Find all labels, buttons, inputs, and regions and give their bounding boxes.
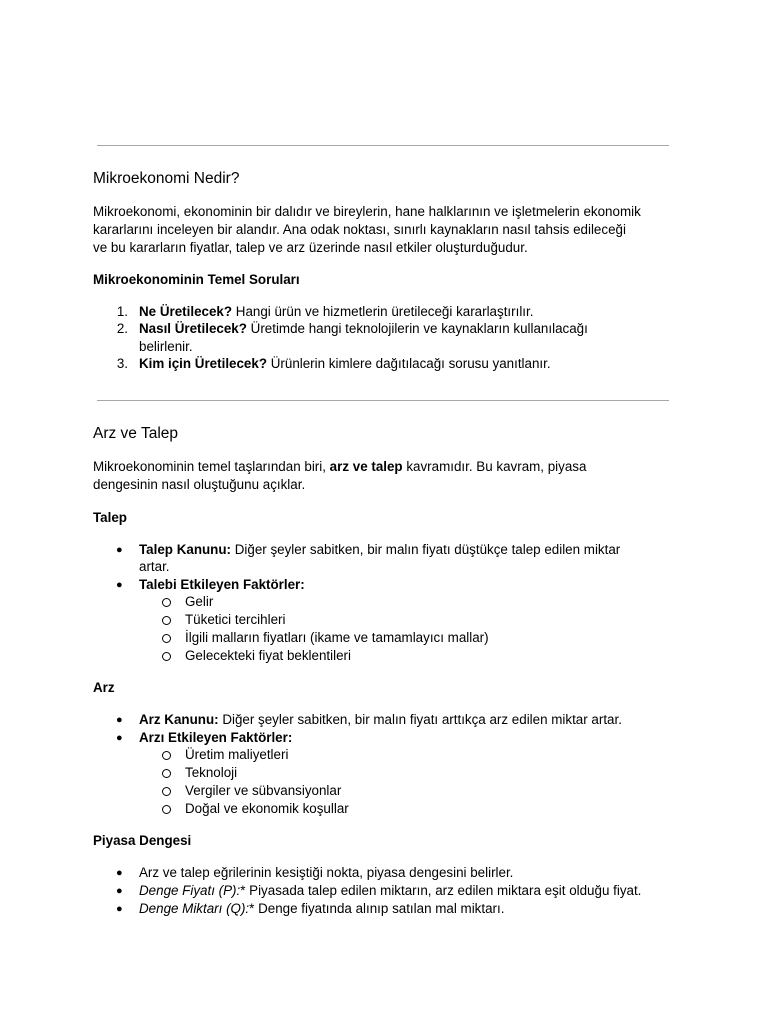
horizontal-rule [97,145,669,146]
question-text: Ürünlerin kimlere dağıtılacağı sorusu yanıtlanır. [267,356,551,371]
talep-factor-item: Gelir [185,594,214,609]
talep-kanunu-item [139,542,620,558]
denge-term: Denge Miktarı (Q): [139,901,250,916]
list-item-continuation: belirlenir. [139,339,193,354]
arz-factor-item: Üretim maliyetleri [185,747,289,762]
list-item [139,356,551,372]
hollow-bullet-icon [162,616,171,625]
bullet-icon: ● [116,732,123,744]
list-number: 1. [116,304,128,319]
bullet-icon: ● [116,714,123,726]
law-term: Arz Kanunu: [139,712,219,727]
denge-term: Denge Fiyatı (P): [139,883,241,898]
talep-factors-heading [139,577,305,593]
denge-fiyati-item [139,883,641,899]
heading-talep: Talep [93,510,127,525]
arz-factor-item: Vergiler ve sübvansiyonlar [185,783,342,798]
intro-bold: arz ve talep [329,459,403,474]
hollow-bullet-icon [162,634,171,643]
arz-talep-intro-line-2: dengesinin nasıl oluştuğunu açıklar. [93,477,306,492]
intro-line-3: ve bu kararların fiyatlar, talep ve arz üzerinde nasıl etkiler oluşturduğudur. [93,240,528,255]
talep-kanunu-continuation: artar. [139,559,170,574]
heading-arz: Arz [93,680,115,695]
arz-talep-intro-line-1 [93,459,586,475]
talep-factor-item: Tüketici tercihleri [185,612,286,627]
bullet-icon: ● [116,885,123,897]
intro-line-1: Mikroekonomi, ekonominin bir dalıdır ve bireylerin, hane halklarının ve işletmelerin ekonomik [93,204,641,219]
question-text: Hangi ürün ve hizmetlerin üretileceği kararlaştırılır. [232,304,534,319]
hollow-bullet-icon [162,769,171,778]
question-term: Kim için Üretilecek? [139,356,268,371]
law-text: Diğer şeyler sabitken, bir malın fiyatı arttıkça arz edilen miktar artar. [218,712,622,727]
question-text: Üretimde hangi teknolojilerin ve kaynakların kullanılacağı [246,321,588,336]
heading-piyasa-dengesi: Piyasa Dengesi [93,833,192,848]
question-term: Nasıl Üretilecek? [139,321,247,336]
list-number: 2. [116,321,128,336]
hollow-bullet-icon [162,787,171,796]
law-text: Diğer şeyler sabitken, bir malın fiyatı düştükçe talep edilen miktar [231,542,621,557]
arz-factors-heading [139,730,292,746]
bullet-icon: ● [116,544,123,556]
bullet-icon: ● [116,903,123,915]
factors-term: Talebi Etkileyen Faktörler: [139,577,305,592]
list-number: 3. [116,356,128,371]
denge-item: Arz ve talep eğrilerinin kesiştiği nokta, piyasa dengesini belirler. [139,865,514,880]
talep-factor-item: İlgili malların fiyatları (ikame ve tamamlayıcı mallar) [185,630,489,645]
question-term: Ne Üretilecek? [139,304,233,319]
hollow-bullet-icon [162,805,171,814]
arz-factor-item: Doğal ve ekonomik koşullar [185,801,349,816]
intro-line-2: kararlarını inceleyen bir alandır. Ana odak noktası, sınırlı kaynakların nasıl tahsis edileceği [93,222,626,237]
hollow-bullet-icon [162,598,171,607]
list-item [139,321,588,337]
list-item [139,304,533,320]
arz-factor-item: Teknoloji [185,765,238,780]
hollow-bullet-icon [162,652,171,661]
intro-text: Mikroekonominin temel taşlarından biri, [93,459,330,474]
horizontal-rule [97,400,669,401]
bullet-icon: ● [116,867,123,879]
talep-factor-item: Gelecekteki fiyat beklentileri [185,648,351,663]
subtitle-temel-sorular: Mikroekonominin Temel Soruları [93,272,300,287]
arz-kanunu-item [139,712,622,728]
hollow-bullet-icon [162,751,171,760]
bullet-icon: ● [116,579,123,591]
section-title-arz-talep: Arz ve Talep [93,425,179,442]
denge-text: * Piyasada talep edilen miktarın, arz edilen miktara eşit olduğu fiyat. [240,883,642,898]
denge-miktari-item [139,901,504,917]
law-term: Talep Kanunu: [139,542,231,557]
section-title-mikroekonomi: Mikroekonomi Nedir? [93,170,240,187]
factors-term: Arzı Etkileyen Faktörler: [139,730,293,745]
intro-text: kavramıdır. Bu kavram, piyasa [402,459,587,474]
denge-text: * Denge fiyatında alınıp satılan mal miktarı. [249,901,505,916]
